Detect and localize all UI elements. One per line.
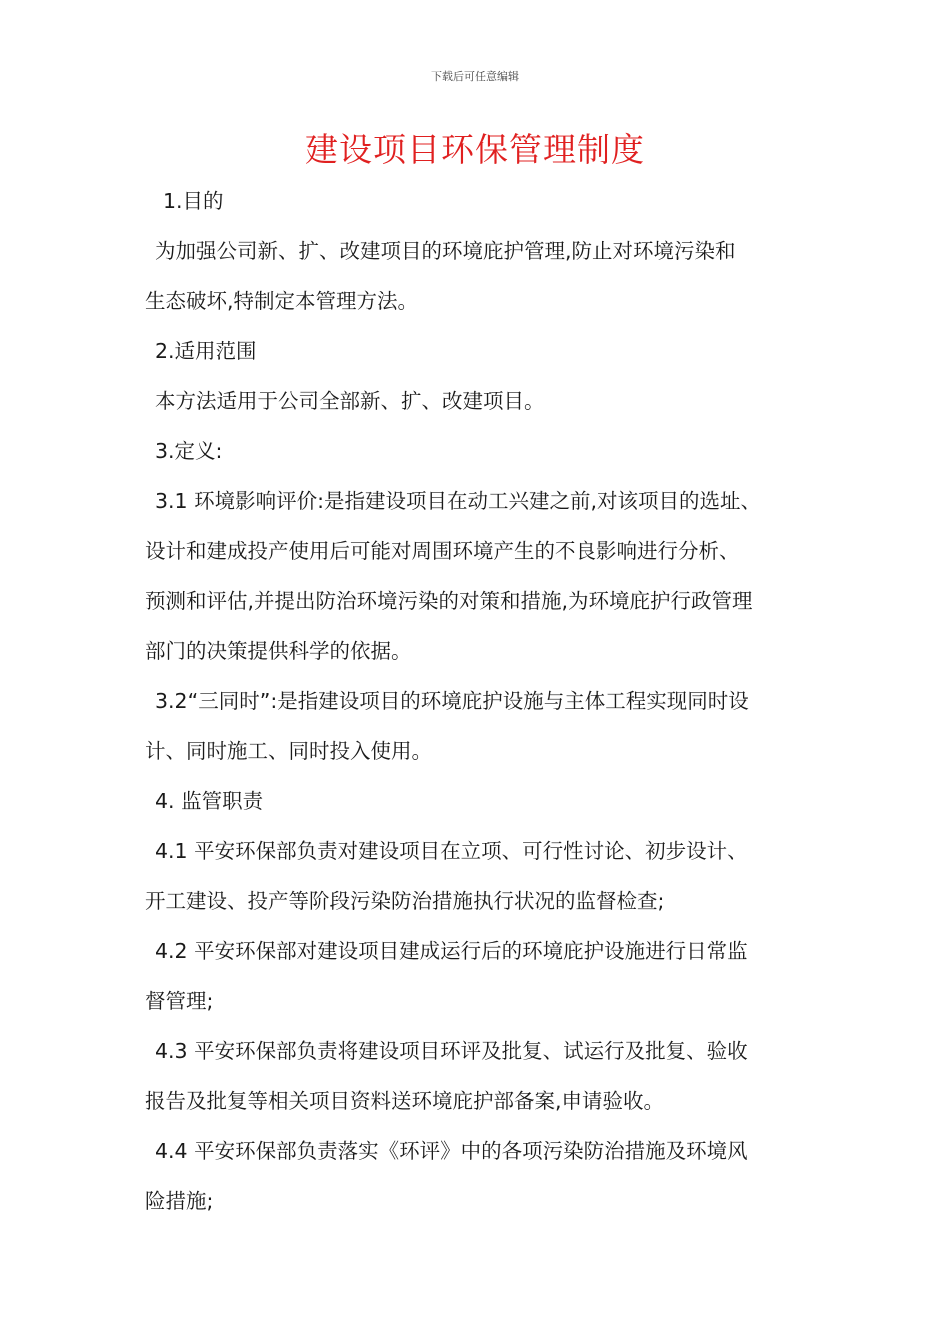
- paragraph-line: 为加强公司新、扩、改建项目的环境庇护管理,防止对环境污染和: [155, 239, 736, 263]
- paragraph-line: 开工建设、投产等阶段污染防治措施执行状况的监督检查;: [145, 889, 665, 913]
- paragraph-line: 预测和评估,并提出防治环境污染的对策和措施,为环境庇护行政管理: [145, 589, 753, 613]
- paragraph-line: 4.1 平安环保部负责对建设项目在立项、可行性讨论、初步设计、: [155, 839, 748, 863]
- paragraph-line: 报告及批复等相关项目资料送环境庇护部备案,申请验收。: [145, 1089, 665, 1113]
- paragraph-line: 3.2“三同时”:是指建设项目的环境庇护设施与主体工程实现同时设: [155, 689, 749, 713]
- paragraph-line: 3.定义:: [155, 439, 223, 463]
- paragraph-line: 4.2 平安环保部对建设项目建成运行后的环境庇护设施进行日常监: [155, 939, 748, 963]
- paragraph-line: 3.1 环境影响评价:是指建设项目在动工兴建之前,对该项目的选址、: [155, 489, 762, 513]
- header-note: 下载后可任意编辑: [431, 70, 519, 83]
- paragraph-line: 2.适用范围: [155, 339, 257, 363]
- paragraph-line: 设计和建成投产使用后可能对周围环境产生的不良影响进行分析、: [145, 539, 740, 563]
- paragraph-line: 督管理;: [145, 989, 214, 1013]
- paragraph-line: 4.4 平安环保部负责落实《环评》中的各项污染防治措施及环境风: [155, 1139, 748, 1163]
- paragraph-line: 4. 监管职责: [155, 789, 264, 813]
- paragraph-line: 计、同时施工、同时投入使用。: [145, 739, 432, 763]
- document-body: [145, 176, 809, 1226]
- paragraph-line: 本方法适用于公司全部新、扩、改建项目。: [155, 389, 545, 413]
- document-title: 建设项目环保管理制度: [305, 130, 645, 169]
- paragraph-line: 4.3 平安环保部负责将建设项目环评及批复、试运行及批复、验收: [155, 1039, 748, 1063]
- paragraph-line: 险措施;: [145, 1189, 214, 1213]
- paragraph-line: 部门的决策提供科学的依据。: [145, 639, 412, 663]
- paragraph-line: 生态破坏,特制定本管理方法。: [145, 289, 419, 313]
- paragraph-line: 1.目的: [163, 189, 224, 213]
